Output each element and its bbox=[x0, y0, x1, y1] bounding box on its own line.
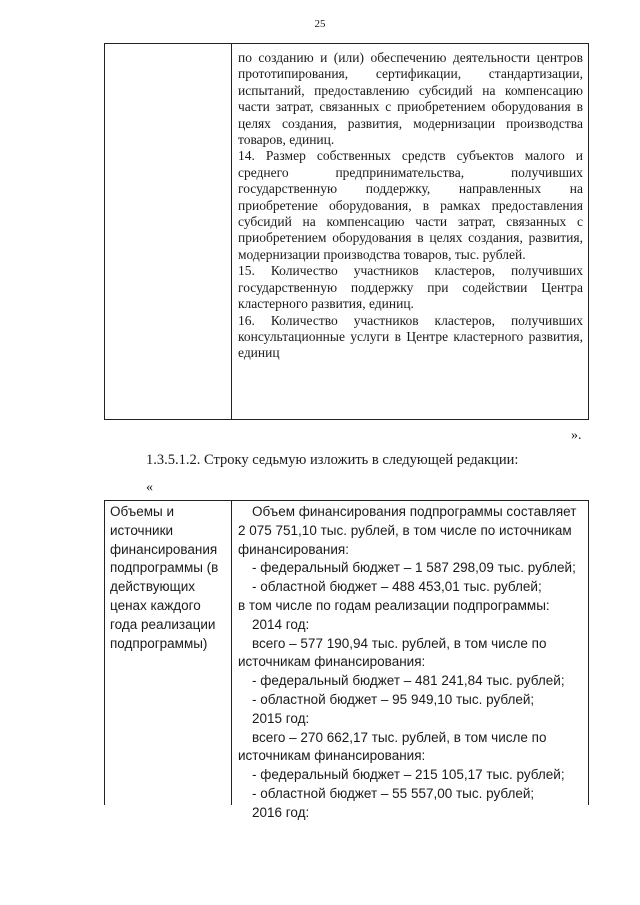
indicator-paragraph: 16. Количество участников кластеров, получивших консультационные услуги в Центре кластерного развития, единиц bbox=[238, 312, 583, 361]
instruction-text: 1.3.5.1.2. Строку седьмую изложить в следующей редакции: bbox=[146, 452, 519, 468]
financing-line: 2015 год: bbox=[252, 710, 310, 726]
page-number: 25 bbox=[314, 18, 326, 30]
closing-quote: ». bbox=[571, 428, 582, 443]
financing-line: 2 075 751,10 тыс. рублей, в том числе по источникам bbox=[238, 522, 572, 538]
indicator-paragraph: 15. Количество участников кластеров, получивших государственную поддержку при содействии Центра кластерного развития, единиц. bbox=[238, 263, 583, 312]
financing-line: всего – 270 662,17 тыс. рублей, в том числе по bbox=[252, 729, 547, 745]
financing-line: - федеральный бюджет – 215 105,17 тыс. рублей; bbox=[252, 767, 565, 783]
table-column-divider bbox=[231, 501, 232, 805]
financing-content bbox=[238, 503, 586, 823]
financing-line: - федеральный бюджет – 1 587 298,09 тыс. рублей; bbox=[252, 560, 576, 576]
financing-line: источникам финансирования: bbox=[238, 654, 426, 670]
table-column-divider bbox=[231, 44, 232, 419]
financing-line: в том числе по годам реализации подпрограммы: bbox=[238, 597, 550, 613]
financing-table bbox=[104, 500, 589, 820]
financing-line: - областной бюджет – 95 949,10 тыс. рублей; bbox=[252, 691, 535, 707]
indicators-cell bbox=[238, 50, 583, 362]
financing-line: всего – 577 190,94 тыс. рублей, в том числе по bbox=[252, 635, 547, 651]
financing-line: 2016 год: bbox=[252, 804, 310, 820]
indicators-table bbox=[104, 43, 589, 420]
indicator-paragraph: 14. Размер собственных средств субъектов малого и среднего предпринимательства, получивших государственную поддержку, направленных на приобретение оборудования, в рамках предоставления субсидий на компенсацию части затрат, связанных с приобретением оборудования в целях создания, развития, модернизации производства товаров, тыс. рублей. bbox=[238, 148, 583, 262]
financing-line: - областной бюджет – 488 453,01 тыс. рублей; bbox=[252, 579, 542, 595]
financing-line: финансирования: bbox=[238, 541, 349, 557]
opening-quote: « bbox=[146, 480, 153, 495]
financing-line: - областной бюджет – 55 557,00 тыс. рублей; bbox=[252, 785, 535, 801]
financing-label: Объемы и источники финансирования подпрограммы (в действующих ценах каждого года реализации подпрограммы) bbox=[110, 504, 219, 651]
financing-line: 2014 год: bbox=[252, 616, 310, 632]
financing-line: Объем финансирования подпрограммы составляет bbox=[252, 504, 577, 519]
financing-line: источникам финансирования: bbox=[238, 748, 426, 764]
indicator-paragraph: по созданию и (или) обеспечению деятельности центров прототипирования, сертификации, стандартизации, испытаний, предоставлению субсидий на компенсацию части затрат, связанных с приобретением оборудования в целях создания, развития, модернизации производства товаров, единиц. bbox=[238, 50, 583, 148]
financing-line: - федеральный бюджет – 481 241,84 тыс. рублей; bbox=[252, 673, 565, 689]
